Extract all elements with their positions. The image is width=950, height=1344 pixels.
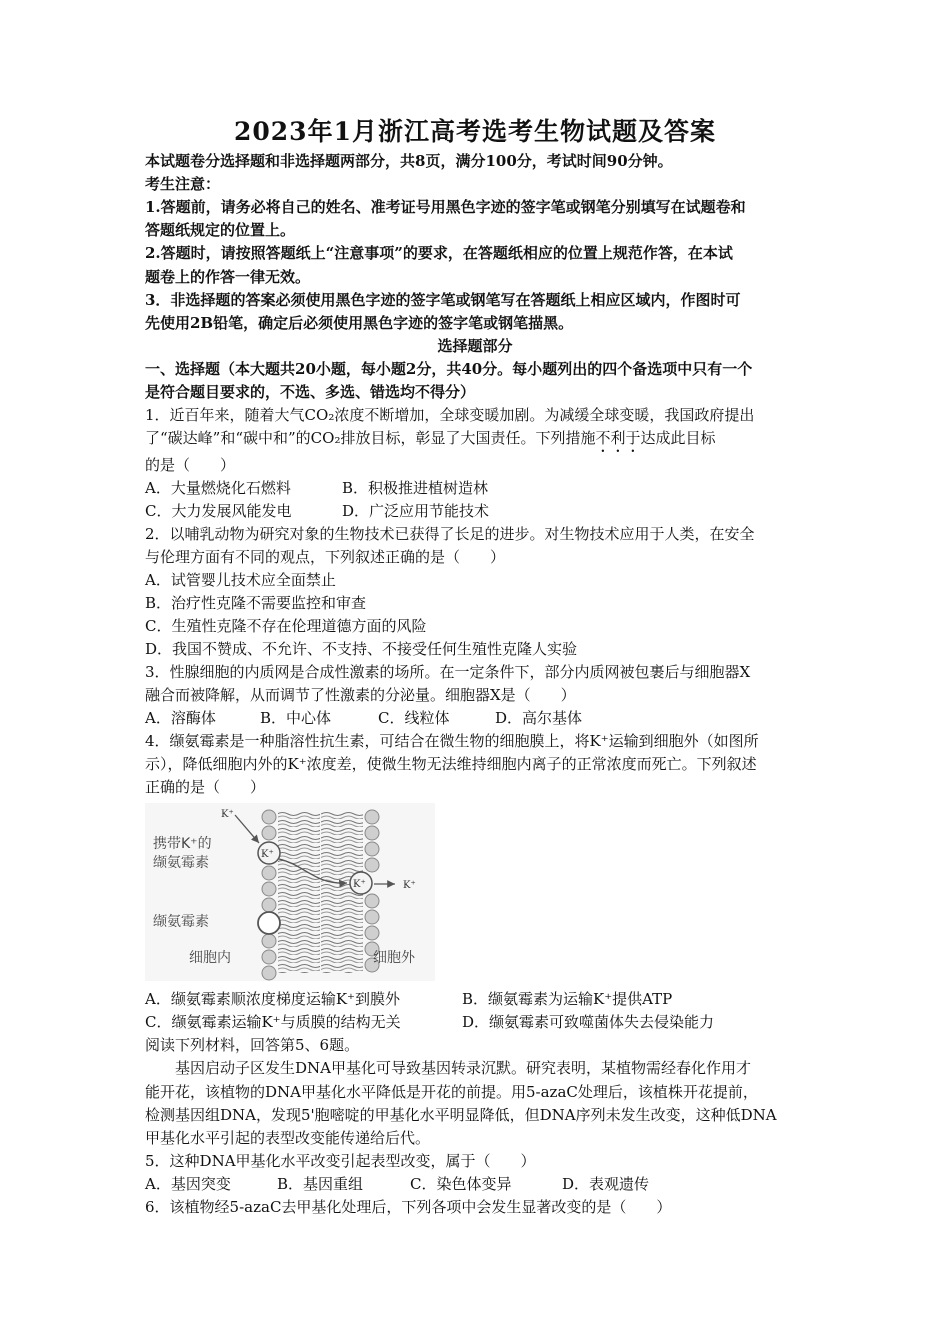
k-ion-label: K⁺ — [221, 809, 234, 820]
question-1-text: 的是（ ） — [145, 456, 236, 474]
label-inside-cell: 细胞内 — [189, 950, 231, 966]
q4-option-a: A．缬氨霉素顺浓度梯度运输K⁺到膜外 — [145, 990, 400, 1008]
q4-option-c: C．缬氨霉素运输K⁺与质膜的结构无关 — [145, 1013, 401, 1031]
notice-line: 2.答题时，请按照答题纸上“注意事项”的要求，在答题纸相应的位置上规范作答，在本试 — [145, 244, 733, 262]
question-6-text: 6．该植物经5-azaC去甲基化处理后，下列各项中会发生显著改变的是（ ） — [145, 1198, 672, 1216]
q5-option-c: C．染色体变异 — [410, 1175, 512, 1193]
label-valinomycin-carrying: 缬氨霉素 — [153, 855, 209, 871]
lipid-tails-left — [278, 811, 320, 973]
notice-line: 先使用2B铅笔，确定后必须使用黑色字迹的签字笔或钢笔描黑。 — [145, 314, 574, 332]
page-title: 2023年1月浙江高考选考生物试题及答案 — [234, 117, 716, 146]
material-paragraph: 甲基化水平引起的表型改变能传递给后代。 — [145, 1129, 431, 1147]
q1-option-b: B．积极推进植树造林 — [342, 479, 489, 497]
part-instruction: 一、选择题（本大题共20小题，每小题2分，共40分。每小题列出的四个备选项中只有一个 — [145, 360, 753, 378]
q4-option-d: D．缬氨霉素可致噬菌体失去侵染能力 — [462, 1013, 715, 1031]
notice-line: 3．非选择题的答案必须使用黑色字迹的签字笔或钢笔写在答题纸上相应区域内，作图时可 — [145, 291, 741, 309]
k-ion-label: K⁺ — [403, 880, 416, 891]
question-5-text: 5．这种DNA甲基化水平改变引起表型改变，属于（ ） — [145, 1152, 536, 1170]
question-2-text: 与伦理方面有不同的观点，下列叙述正确的是（ ） — [145, 548, 506, 566]
notice-heading: 考生注意： — [145, 175, 221, 193]
k-ion-label: K⁺ — [261, 849, 274, 860]
material-paragraph: 检测基因组DNA，发现5'胞嘧啶的甲基化水平明显降低，但DNA序列未发生改变，这种低DNA — [145, 1106, 777, 1124]
phospholipid-heads-left — [262, 810, 276, 980]
material-paragraph: 能开花，该植物的DNA甲基化水平降低是开花的前提。用5-azaC处理后，该植株开花提前， — [145, 1083, 758, 1101]
q1-option-a: A．大量燃烧化石燃料 — [145, 479, 291, 497]
notice-line: 1.答题前，请务必将自己的姓名、准考证号用黑色字迹的签字笔或钢笔分别填写在试题卷和 — [145, 198, 746, 216]
q2-option-d: D．我国不赞成、不允许、不支持、不接受任何生殖性克隆人实验 — [145, 640, 578, 658]
q2-option-c: C．生殖性克隆不存在伦理道德方面的风险 — [145, 617, 427, 635]
q1-text-part: 了“碳达峰”和“碳中和”的CO₂排放目标，彰显了大国责任。下列措施 — [145, 429, 596, 447]
q3-option-b: B．中心体 — [260, 709, 332, 727]
material-intro: 阅读下列材料，回答第5、6题。 — [145, 1036, 360, 1054]
notice-line: 答题纸规定的位置上。 — [145, 221, 296, 239]
label-carrying-k: 携带K⁺的 — [153, 836, 212, 852]
membrane-svg — [145, 803, 435, 981]
q5-option-b: B．基因重组 — [277, 1175, 364, 1193]
valinomycin-empty — [258, 912, 280, 934]
question-1-text: 1．近百年来，随着大气CO₂浓度不断增加，全球变暖加剧。为减缓全球变暖，我国政府提出 — [145, 406, 755, 424]
label-valinomycin: 缬氨霉素 — [153, 914, 209, 930]
question-4-text: 正确的是（ ） — [145, 778, 266, 796]
part-instruction: 是符合题目要求的，不选、多选、错选均不得分） — [145, 383, 476, 401]
question-3-text: 3．性腺细胞的内质网是合成性激素的场所。在一定条件下，部分内质网被包裹后与细胞器X — [145, 663, 751, 681]
q5-option-d: D．表观遗传 — [562, 1175, 650, 1193]
question-1-text — [145, 428, 716, 456]
membrane-diagram — [145, 803, 435, 981]
q5-option-a: A．基因突变 — [145, 1175, 231, 1193]
material-paragraph: 基因启动子区发生DNA甲基化可导致基因转录沉默。研究表明，某植物需经春化作用才 — [175, 1059, 751, 1077]
intro-text: 本试题卷分选择题和非选择题两部分，共8页，满分100分，考试时间90分钟。 — [145, 152, 673, 170]
q3-option-d: D．高尔基体 — [495, 709, 583, 727]
q3-option-c: C．线粒体 — [378, 709, 450, 727]
q1-text-part: 达成此目标 — [640, 429, 716, 447]
q1-emphasis: 不利于 — [595, 429, 641, 447]
question-4-text: 4．缬氨霉素是一种脂溶性抗生素，可结合在微生物的细胞膜上，将K⁺运输到细胞外（如图所 — [145, 732, 759, 750]
q3-option-a: A．溶酶体 — [145, 709, 216, 727]
arrow-k-entry — [235, 815, 259, 843]
k-ion-label: K⁺ — [353, 879, 366, 890]
q4-option-b: B．缬氨霉素为运输K⁺提供ATP — [462, 990, 673, 1008]
label-outside-cell: 细胞外 — [373, 950, 415, 966]
q2-option-a: A．试管婴儿技术应全面禁止 — [145, 571, 336, 589]
notice-line: 题卷上的作答一律无效。 — [145, 268, 311, 286]
question-2-text: 2．以哺乳动物为研究对象的生物技术已获得了长足的进步。对生物技术应用于人类，在安全 — [145, 525, 755, 543]
q1-option-c: C．大力发展风能发电 — [145, 502, 292, 520]
question-4-text: 示），降低细胞内外的K⁺浓度差，使微生物无法维持细胞内离子的正常浓度而死亡。下列叙述 — [145, 755, 757, 773]
question-3-text: 融合而被降解，从而调节了性激素的分泌量。细胞器X是（ ） — [145, 686, 576, 704]
section-title: 选择题部分 — [437, 337, 513, 355]
q1-option-d: D．广泛应用节能技术 — [342, 502, 490, 520]
q2-option-b: B．治疗性克隆不需要监控和审查 — [145, 594, 367, 612]
